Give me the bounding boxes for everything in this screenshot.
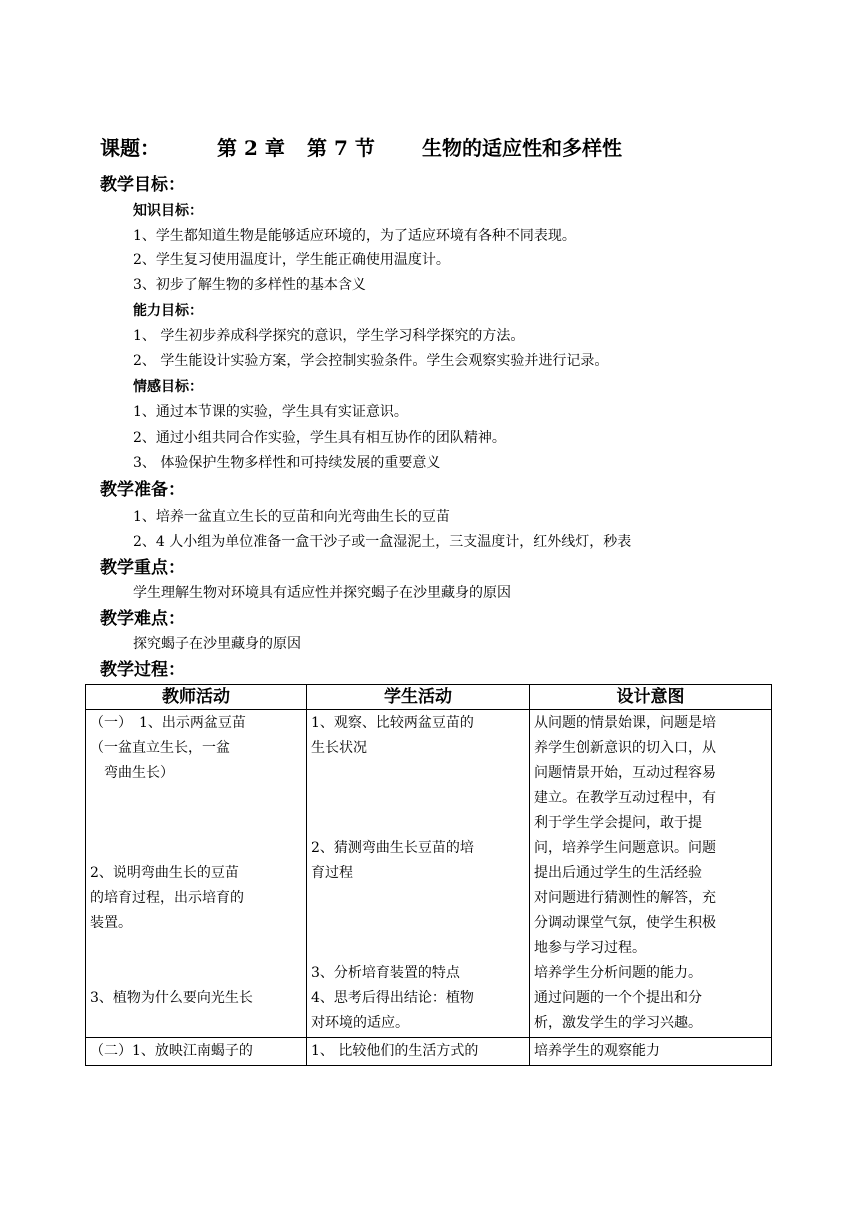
ability-item-1: 1、 学生初步养成科学探究的意识，学生学习科学探究的方法。 xyxy=(133,328,525,344)
column-header-design: 设计意图 xyxy=(530,685,772,710)
column-header-teacher: 教师活动 xyxy=(86,685,307,710)
difficulty-text: 探究蝎子在沙里藏身的原因 xyxy=(133,636,301,652)
title-chapter: 第 2 章 xyxy=(217,136,285,160)
difficulty-heading: 教学难点： xyxy=(100,609,185,629)
teacher-step-1: （一） 1、出示两盆豆苗 （一盆直立生长，一盆 弯曲生长） xyxy=(90,715,246,781)
teacher-step-2: 2、说明弯曲生长的豆苗 的培育过程，出示培育的 装置。 xyxy=(90,865,244,931)
column-header-student: 学生活动 xyxy=(307,685,530,710)
preparation-item-1: 1、培养一盆直立生长的豆苗和向光弯曲生长的豆苗 xyxy=(133,509,450,525)
teacher-cell-2: （二）1、放映江南蝎子的 xyxy=(86,1038,307,1066)
design-intent-2: 培养学生分析问题的能力。 通过问题的一个个提出和分 析，激发学生的学习兴趣。 xyxy=(534,965,702,1031)
design-intent-1: 从问题的情景始课，问题是培 养学生创新意识的切入口，从 问题情景开始，互动过程容易 建立。在教学互动过程中，有 利于学生学会提问，敢于提 问，培养学生问题意识。问题 提出后通过学生的生活经验 对问题进行猜测性的解答，充 分调动课堂气氛，使学生积极 地参与学习过程。 xyxy=(534,715,716,956)
knowledge-heading: 知识目标： xyxy=(133,203,203,219)
title-section: 第 7 节 xyxy=(307,136,375,160)
process-heading: 教学过程： xyxy=(100,660,185,680)
knowledge-item-3: 3、初步了解生物的多样性的基本含义 xyxy=(133,277,366,293)
focus-text: 学生理解生物对环境具有适应性并探究蝎子在沙里藏身的原因 xyxy=(133,585,511,601)
student-step-2: 2、猜测弯曲生长豆苗的培 育过程 xyxy=(311,840,474,881)
preparation-item-2: 2、4 人小组为单位准备一盒干沙子或一盒湿泥土，三支温度计，红外线灯，秒表 xyxy=(133,534,632,550)
student-cell-2: 1、 比较他们的生活方式的 xyxy=(307,1038,530,1066)
table-row xyxy=(86,710,772,1038)
student-step-3: 3、分析培育装置的特点 4、思考后得出结论：植物 对环境的适应。 xyxy=(311,965,474,1031)
teacher-step-3: 3、植物为什么要向光生长 xyxy=(90,990,253,1006)
title-label: 课题： xyxy=(100,136,160,160)
focus-heading: 教学重点： xyxy=(100,558,185,578)
ability-item-2: 2、 学生能设计实验方案，学会控制实验条件。学生会观察实验并进行记录。 xyxy=(133,353,609,369)
preparation-heading: 教学准备： xyxy=(100,480,185,500)
knowledge-item-1: 1、学生都知道生物是能够适应环境的，为了适应环境有各种不同表现。 xyxy=(133,228,576,244)
knowledge-item-2: 2、学生复习使用温度计，学生能正确使用温度计。 xyxy=(133,252,450,268)
objectives-heading: 教学目标： xyxy=(100,175,185,195)
emotion-heading: 情感目标： xyxy=(133,379,203,395)
design-cell-2: 培养学生的观察能力 xyxy=(530,1038,772,1066)
emotion-item-2: 2、通过小组共同合作实验，学生具有相互协作的团队精神。 xyxy=(133,430,506,446)
table-header-row xyxy=(86,685,772,710)
student-step-1: 1、观察、比较两盆豆苗的 生长状况 xyxy=(311,715,474,756)
teaching-process-table xyxy=(85,684,772,1066)
ability-heading: 能力目标： xyxy=(133,303,203,319)
table-row xyxy=(86,1038,772,1066)
design-cell xyxy=(530,710,772,1038)
title-topic: 生物的适应性和多样性 xyxy=(422,136,622,160)
teacher-cell xyxy=(86,710,307,1038)
emotion-item-3: 3、 体验保护生物多样性和可持续发展的重要意义 xyxy=(133,455,441,471)
student-cell xyxy=(307,710,530,1038)
emotion-item-1: 1、通过本节课的实验，学生具有实证意识。 xyxy=(133,404,408,420)
